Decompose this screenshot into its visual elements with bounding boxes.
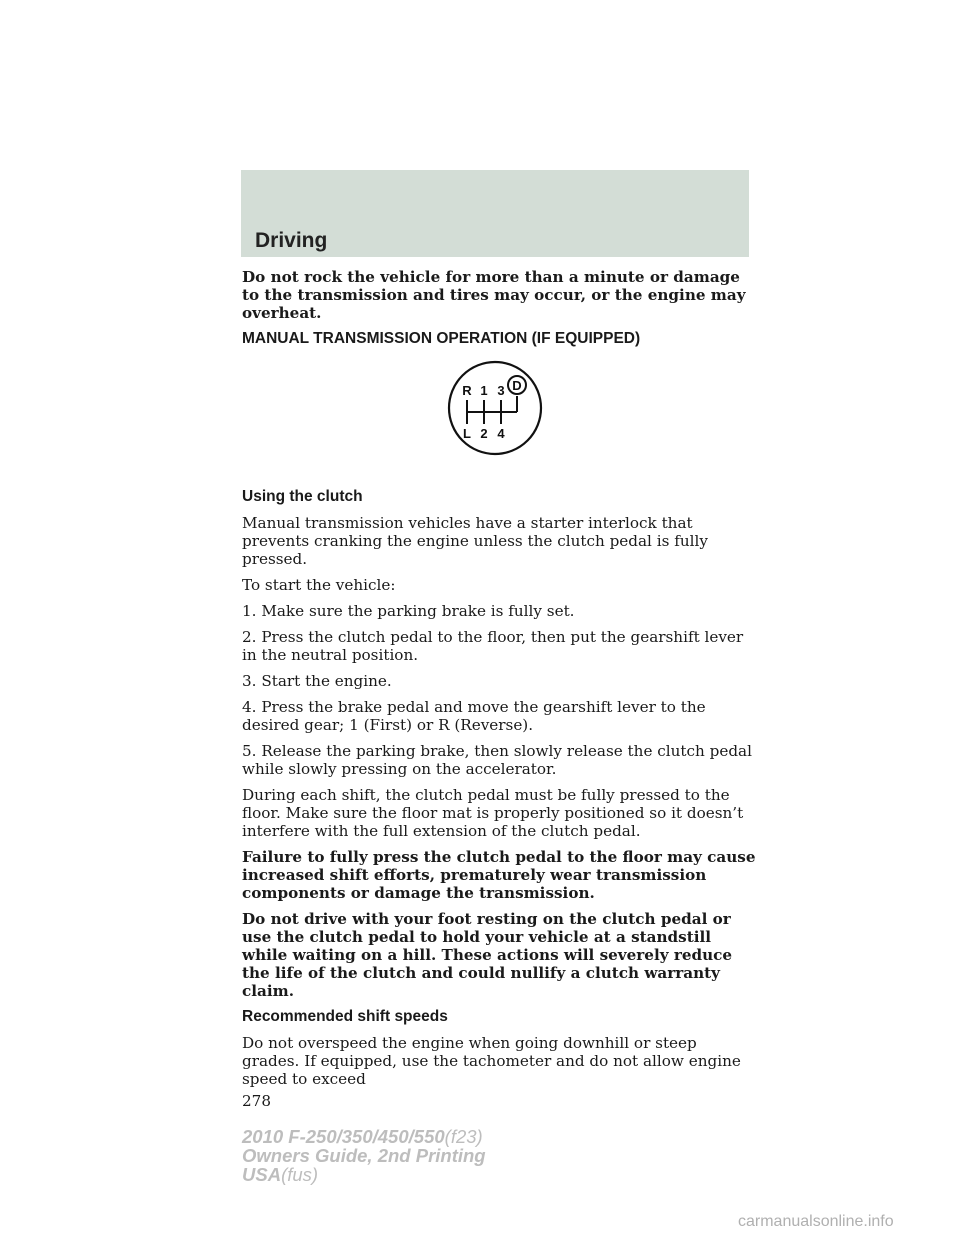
shift-note: During each shift, the clutch pedal must be fully pressed to the floor. Make sure the floor mat is properly positioned so it doesn’t interfere with the full extension of the clutch pedal. — [242, 786, 744, 840]
overspeed-paragraph: Do not overspeed the engine when going downhill or steep grades. If equipped, use the tachometer and do not allow engine speed to exceed — [242, 1034, 741, 1088]
footer-model-code: (f23) — [444, 1126, 483, 1147]
section-title: Driving — [255, 229, 328, 252]
footer-model: 2010 F-250/350/450/550 — [242, 1126, 445, 1147]
gear-label-2: 2 — [480, 426, 488, 441]
page-content — [242, 268, 757, 1110]
footer-guide: Owners Guide, 2nd Printing — [242, 1145, 486, 1166]
gear-label-l: L — [463, 426, 471, 441]
shift-pattern-diagram — [242, 356, 757, 474]
step-2: 2. Press the clutch pedal to the floor, then put the gearshift lever in the neutral position. — [242, 628, 744, 664]
footer-line-region — [242, 1165, 486, 1184]
gearshift-pattern-icon — [447, 356, 547, 460]
warning-rock: Do not rock the vehicle for more than a minute or damage to the transmission and tires may occur, or the engine may overheat. — [242, 268, 746, 322]
warning-failure: Failure to fully press the clutch pedal to the floor may cause increased shift efforts, prematurely wear transmission components or damage the transmission. — [242, 848, 756, 902]
step-4: 4. Press the brake pedal and move the gearshift lever to the desired gear; 1 (First) or R (Reverse). — [242, 698, 706, 734]
subhead-shift-speeds: Recommended shift speeds — [242, 1008, 448, 1025]
gear-label-r: R — [462, 383, 472, 398]
gear-label-d: D — [512, 378, 522, 393]
warning-resting: Do not drive with your foot resting on the clutch pedal or use the clutch pedal to hold your vehicle at a standstill while waiting on a hill. These actions will severely reduce the life of the clutch and could nullify a clutch warranty claim. — [242, 910, 733, 1000]
footer — [242, 1127, 486, 1184]
step-1: 1. Make sure the parking brake is fully set. — [242, 602, 575, 620]
gear-label-3: 3 — [497, 383, 505, 398]
gear-label-1: 1 — [480, 383, 488, 398]
footer-region-code: (fus) — [281, 1164, 319, 1185]
step-3: 3. Start the engine. — [242, 672, 392, 690]
step-5: 5. Release the parking brake, then slowly release the clutch pedal while slowly pressing on the accelerator. — [242, 742, 752, 778]
clutch-intro: Manual transmission vehicles have a starter interlock that prevents cranking the engine unless the clutch pedal is fully pressed. — [242, 514, 708, 568]
page-number: 278 — [242, 1092, 271, 1110]
start-intro: To start the vehicle: — [242, 576, 396, 594]
subhead-using-clutch: Using the clutch — [242, 488, 363, 505]
watermark: carmanualsonline.info — [738, 1213, 894, 1230]
heading-manual-transmission: MANUAL TRANSMISSION OPERATION (IF EQUIPPED) — [242, 330, 641, 347]
footer-region: USA — [242, 1164, 282, 1185]
gear-label-4: 4 — [497, 426, 505, 441]
footer-line-model — [242, 1127, 486, 1146]
